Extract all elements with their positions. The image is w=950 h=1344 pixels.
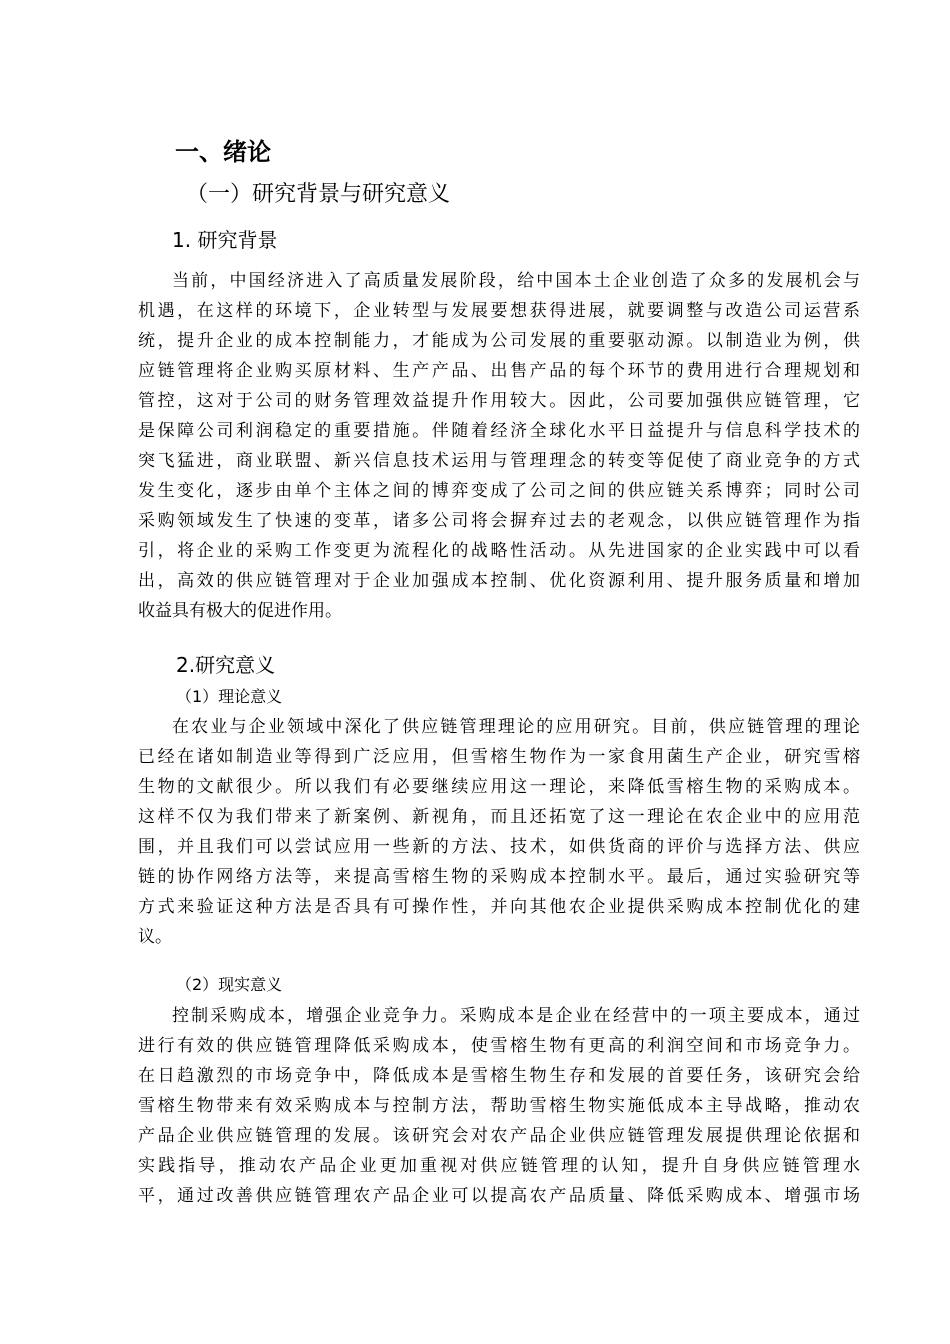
text-line: 这样不仅为我们带来了新案例、新视角，而且还拓宽了这一理论在农企业中的应用范: [138, 807, 860, 827]
text-line: 引，将企业的采购工作变更为流程化的战略性活动。从先进国家的企业实践中可以看: [138, 541, 860, 561]
text-line: 在农业与企业领域中深化了供应链管理理论的应用研究。目前，供应链管理的理论: [172, 717, 860, 737]
paragraph-background: [138, 266, 860, 626]
text-line: 在日趋激烈的市场竞争中，降低成本是雪榕生物生存和发展的首要任务，该研究会给: [138, 1066, 860, 1086]
paragraph-practice: [138, 1001, 860, 1211]
text-line: 统，提升企业的成本控制能力，才能成为公司发展的重要驱动源。以制造业为例，供: [138, 331, 860, 351]
chapter-heading: 一、绪论: [175, 138, 271, 166]
text-line: 当前，中国经济进入了高质量发展阶段，给中国本土企业创造了众多的发展机会与: [172, 271, 860, 291]
text-line: 控制采购成本，增强企业竞争力。采购成本是企业在经营中的一项主要成本，通过: [172, 1006, 860, 1026]
text-line: 管控，这对于公司的财务管理效益提升作用较大。因此，公司要加强供应链管理，它: [138, 391, 860, 411]
text-line: 是保障公司利润稳定的重要措施。伴随着经济全球化水平日益提升与信息科学技术的: [138, 421, 860, 441]
paragraph-theory: [138, 712, 860, 952]
text-line: 出，高效的供应链管理对于企业加强成本控制、优化资源利用、提升服务质量和增加: [138, 571, 860, 591]
text-line: 平，通过改善供应链管理农产品企业可以提高农产品质量、降低采购成本、增强市场: [138, 1186, 860, 1206]
text-line: 生物的文献很少。所以我们有必要继续应用这一理论，来降低雪榕生物的采购成本。: [138, 777, 860, 797]
text-line: 链的协作网络方法等，来提高雪榕生物的采购成本控制水平。最后，通过实验研究等: [138, 867, 860, 887]
text-line: 围，并且我们可以尝试应用一些新的方法、技术，如供货商的评价与选择方法、供应: [138, 837, 860, 857]
text-line: 雪榕生物带来有效采购成本与控制方法，帮助雪榕生物实施低成本主导战略，推动农: [138, 1096, 860, 1116]
text-line: 议。: [138, 927, 172, 947]
subsection-heading-significance: 2.研究意义: [176, 653, 276, 677]
text-line: 方式来验证这种方法是否具有可操作性，并向其他农企业提供采购成本控制优化的建: [138, 897, 860, 917]
text-line: 发生变化，逐步由单个主体之间的博弈变成了公司之间的供应链关系博弈；同时公司: [138, 481, 860, 501]
sub-subsection-heading-practice: （2）现实意义: [176, 975, 283, 994]
text-line: 采购领域发生了快速的变革，诸多公司将会摒弃过去的老观念，以供应链管理作为指: [138, 511, 860, 531]
text-line: 产品企业供应链管理的发展。该研究会对农产品企业供应链管理发展提供理论依据和: [138, 1126, 860, 1146]
text-line: 已经在诸如制造业等得到广泛应用，但雪榕生物作为一家食用菌生产企业，研究雪榕: [138, 747, 860, 767]
text-line: 机遇，在这样的环境下，企业转型与发展要想获得进展，就要调整与改造公司运营系: [138, 301, 860, 321]
text-line: 应链管理将企业购买原材料、生产产品、出售产品的每个环节的费用进行合理规划和: [138, 361, 860, 381]
text-line: 进行有效的供应链管理降低采购成本，使雪榕生物有更高的利润空间和市场竞争力。: [138, 1036, 860, 1056]
text-line: 突飞猛进，商业联盟、新兴信息技术运用与管理理念的转变等促使了商业竞争的方式: [138, 451, 860, 471]
section-heading: （一）研究背景与研究意义: [186, 182, 451, 207]
subsection-heading-background: 1. 研究背景: [172, 228, 278, 252]
sub-subsection-heading-theory: （1）理论意义: [176, 687, 283, 706]
text-line: 实践指导，推动农产品企业更加重视对供应链管理的认知，提升自身供应链管理水: [138, 1156, 860, 1176]
text-line: 收益具有极大的促进作用。: [138, 601, 342, 621]
